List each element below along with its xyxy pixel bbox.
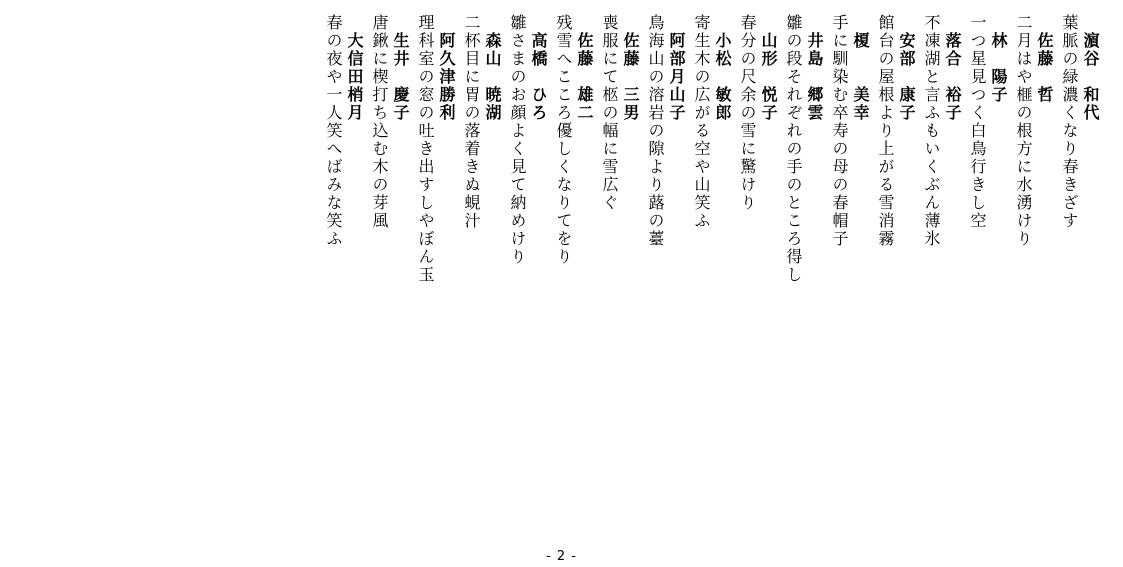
haiku-text: 館台の屋根より上がる雪消霧 xyxy=(876,14,895,248)
haiku-text: 唐鍬に楔打ち込む木の芽風 xyxy=(370,14,389,230)
poet-name: 阿部月山子 xyxy=(667,32,686,122)
poet-name: 林 陽子 xyxy=(989,32,1008,104)
page-number: - 2 - xyxy=(546,549,577,564)
haiku-text: 春の夜や一人笑へばみな笑ふ xyxy=(324,14,343,248)
poet-name: 落合 裕子 xyxy=(943,32,962,122)
poet-name: 佐藤 三男 xyxy=(621,32,640,122)
poet-name: 高橋 ひろ xyxy=(529,32,548,122)
poet-name: 佐藤 哲 xyxy=(1035,32,1054,104)
poet-name: 大信田梢月 xyxy=(345,32,364,122)
haiku-text: 一つ星見つく白鳥行きし空 xyxy=(968,14,987,230)
haiku-entry xyxy=(553,14,595,284)
haiku-text: 雛さまのお顔よく見て納めけり xyxy=(508,14,527,266)
poet-name: 森山 暁湖 xyxy=(483,32,502,122)
poet-name: 小松 敏郎 xyxy=(713,32,732,122)
poet-name: 濵谷 和代 xyxy=(1081,32,1100,122)
haiku-text: 二月はや榧の根方に水湧けり xyxy=(1014,14,1033,248)
haiku-entry xyxy=(783,14,825,284)
haiku-text: 残雪へこころ優しくなりてをり xyxy=(554,14,573,266)
haiku-entry xyxy=(461,14,503,284)
haiku-text: 喪服にて柩の幅に雪広ぐ xyxy=(600,14,619,212)
haiku-entry xyxy=(369,14,411,284)
haiku-text: 春分の尺余の雪に驚けり xyxy=(738,14,757,212)
haiku-entry xyxy=(323,14,365,284)
haiku-text: 理科室の窓の吐き出すしやぼん玉 xyxy=(416,14,435,284)
haiku-entry xyxy=(645,14,687,284)
poet-name: 佐藤 雄二 xyxy=(575,32,594,122)
haiku-entry xyxy=(737,14,779,284)
haiku-entry xyxy=(507,14,549,284)
poet-name: 安部 康子 xyxy=(897,32,916,122)
haiku-text: 葉脈の緑濃くなり春きざす xyxy=(1060,14,1079,230)
poet-name: 山形 悦子 xyxy=(759,32,778,122)
poet-name: 榎 美幸 xyxy=(851,32,870,122)
haiku-text: 不凍湖と言ふもいくぶん薄氷 xyxy=(922,14,941,248)
haiku-text: 雛の段それぞれの手のところ得し xyxy=(784,14,803,284)
haiku-entry xyxy=(599,14,641,284)
poet-name: 阿久津勝利 xyxy=(437,32,456,122)
haiku-text: 鳥海山の溶岩の隙より蕗の薹 xyxy=(646,14,665,248)
poet-name: 井島 郷雲 xyxy=(805,32,824,122)
haiku-entry xyxy=(1013,14,1055,284)
haiku-entry xyxy=(691,14,733,284)
haiku-entry xyxy=(921,14,963,284)
haiku-list xyxy=(323,14,1101,284)
haiku-entry xyxy=(415,14,457,284)
haiku-text: 手に馴染む卒寿の母の春帽子 xyxy=(830,14,849,248)
haiku-entry xyxy=(829,14,871,284)
haiku-text: 寄生木の広がる空や山笑ふ xyxy=(692,14,711,230)
haiku-entry xyxy=(875,14,917,284)
haiku-text: 二杯目に胃の落着きぬ蜆汁 xyxy=(462,14,481,230)
haiku-entry xyxy=(967,14,1009,284)
haiku-entry xyxy=(1059,14,1101,284)
poet-name: 生井 慶子 xyxy=(391,32,410,122)
